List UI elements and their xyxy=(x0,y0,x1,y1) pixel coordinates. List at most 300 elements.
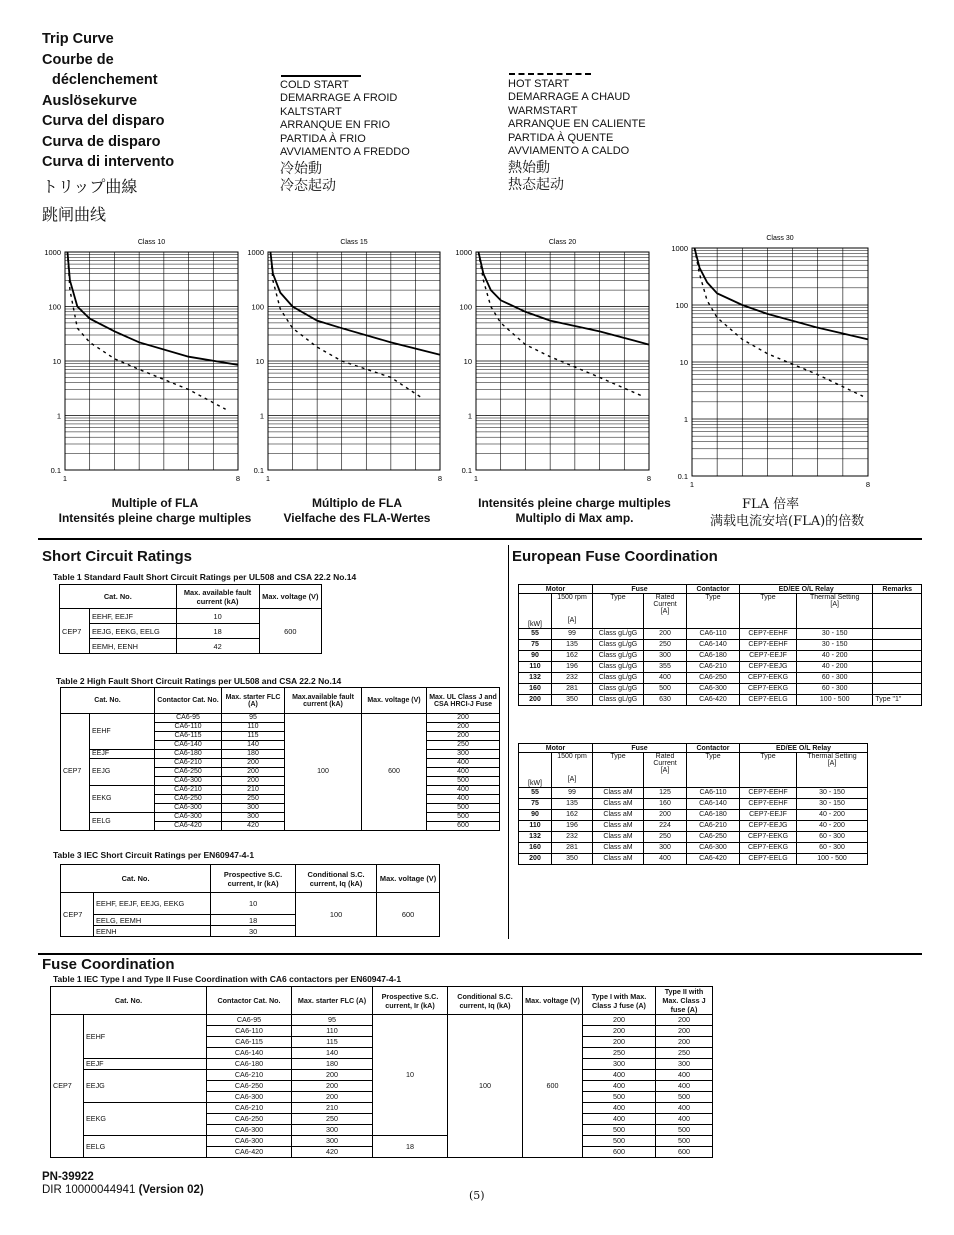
cell: 10 xyxy=(373,1015,448,1136)
cell: 30 - 150 xyxy=(797,788,868,799)
th: Contactor xyxy=(687,585,740,594)
section-divider xyxy=(38,538,922,540)
cell: 125 xyxy=(644,788,687,799)
th: Max. voltage (V) xyxy=(362,688,427,714)
cell: 420 xyxy=(222,822,285,831)
chart-2 xyxy=(247,239,442,483)
cell: 100 xyxy=(448,1015,523,1158)
table-row xyxy=(519,651,922,662)
chart-title: Class 20 xyxy=(548,239,577,246)
cold-start-curve xyxy=(270,252,440,355)
cell: CEP7-EEHF xyxy=(740,640,797,651)
cell: CEP7-EEHF xyxy=(740,788,797,799)
cell: 400 xyxy=(656,1081,713,1092)
title-line: déclenchement xyxy=(52,72,158,88)
cell: 600 xyxy=(427,822,500,831)
legend-line: KALTSTART xyxy=(280,105,342,118)
cell: 90 xyxy=(519,810,552,821)
x-tick-label: 1 xyxy=(62,474,68,483)
sc-table-2 xyxy=(60,687,500,831)
th: Fuse xyxy=(593,744,687,753)
cell: 40 - 200 xyxy=(797,810,868,821)
cell: 140 xyxy=(292,1048,373,1059)
legend-line: PARTIDA À FRIO xyxy=(280,132,366,145)
cell: Rated Current [A] xyxy=(644,753,687,788)
th: Type I with Max. Class J fuse (A) xyxy=(583,987,656,1015)
th: Conditional S.C. current, Iq (kA) xyxy=(296,865,377,893)
title-line: Curva del disparo xyxy=(42,113,165,129)
cell: 500 xyxy=(656,1136,713,1147)
x-tick-label: 1 xyxy=(473,474,479,483)
cell: 132 xyxy=(519,832,552,843)
cell: 500 xyxy=(583,1125,656,1136)
cell: 196 xyxy=(552,821,593,832)
th: Type II with Max. Class J fuse (A) xyxy=(656,987,713,1015)
cell: 60 - 300 xyxy=(797,684,873,695)
cell: 300 xyxy=(644,843,687,854)
legend-line: AVVIAMENTO A CALDO xyxy=(508,145,630,158)
legend-line: AVVIAMENTO A FREDDO xyxy=(280,146,410,159)
table-row xyxy=(61,714,500,723)
cell: Class gL/gG xyxy=(593,662,644,673)
sc-table3-caption: Table 3 IEC Short Circuit Ratings per EN60947-4-1 xyxy=(53,850,255,860)
cell: CA6-420 xyxy=(687,854,740,865)
caption-line: Intensités pleine charge multiples xyxy=(478,496,671,510)
cell: 110 xyxy=(222,723,285,732)
cell: Type xyxy=(593,594,644,629)
y-tick-label: 1000 xyxy=(247,248,264,257)
eu-table-1 xyxy=(518,584,922,706)
cell: 630 xyxy=(644,695,687,706)
cell: 300 xyxy=(644,651,687,662)
cell: Class aM xyxy=(593,810,644,821)
table-row xyxy=(519,799,868,810)
group-cell: EEKG xyxy=(84,1103,207,1136)
cell: Class aM xyxy=(593,832,644,843)
cell: 200 xyxy=(427,732,500,741)
caption-line: FLA 倍率 xyxy=(742,497,800,512)
cell: 99 xyxy=(552,629,593,640)
cell xyxy=(873,673,922,684)
cell: Class gL/gG xyxy=(593,651,644,662)
cell: 40 - 200 xyxy=(797,821,868,832)
cell: CA6-300 xyxy=(207,1092,292,1103)
table-row xyxy=(61,813,500,822)
th: Max. UL Class J and CSA HRCI-J Fuse xyxy=(427,688,500,714)
cell: CEP7-EEJG xyxy=(740,662,797,673)
cell: CEP7-EELG xyxy=(740,695,797,706)
page-number: (5) xyxy=(469,1189,485,1202)
table-row xyxy=(519,695,922,706)
cell: CEP7-EEJF xyxy=(740,810,797,821)
group-cell: EEJF xyxy=(90,750,155,759)
cell: 115 xyxy=(222,732,285,741)
cell: 162 xyxy=(552,810,593,821)
cell: 250 xyxy=(644,832,687,843)
cell: 200 xyxy=(644,629,687,640)
cell: CEP7-EEHF xyxy=(740,799,797,810)
title-line: Curva di intervento xyxy=(42,154,175,170)
hot-start-legend xyxy=(508,78,646,194)
cell: CEP7-EELG xyxy=(740,854,797,865)
cell: 600 xyxy=(656,1147,713,1158)
cell: 300 xyxy=(292,1136,373,1147)
chart-1 xyxy=(44,239,240,483)
cell: 250 xyxy=(583,1048,656,1059)
table-row xyxy=(519,810,868,821)
cell: 210 xyxy=(222,786,285,795)
chart-caption-2 xyxy=(262,496,452,526)
cell: CEP7-EEHF xyxy=(740,629,797,640)
table-row xyxy=(519,684,922,695)
group-cell: EEJG xyxy=(84,1070,207,1103)
cell: CEP7-EEKG xyxy=(740,843,797,854)
cell: 500 xyxy=(427,804,500,813)
cell: CA6-210 xyxy=(687,821,740,832)
cell: CA6-180 xyxy=(207,1059,292,1070)
cell: 250 xyxy=(292,1114,373,1125)
th: Motor xyxy=(519,744,593,753)
cell: 180 xyxy=(292,1059,373,1070)
chart-3 xyxy=(455,239,651,483)
cell: 18 xyxy=(176,624,259,639)
y-tick-label: 0.1 xyxy=(677,472,688,481)
cell: 200 xyxy=(222,759,285,768)
cell: 600 xyxy=(377,893,440,937)
caption-line: Intensités pleine charge multiples xyxy=(58,511,252,525)
cell: 55 xyxy=(519,788,552,799)
th: Cat. No. xyxy=(51,987,207,1015)
y-tick-label: 1 xyxy=(683,415,688,424)
eu-table-2 xyxy=(518,743,868,865)
caption-line: Multiplo di Max amp. xyxy=(515,511,634,525)
table-row xyxy=(519,788,868,799)
x-tick-label: 8 xyxy=(235,474,241,483)
legend-line: DEMARRAGE A FROID xyxy=(280,92,398,105)
cell: 281 xyxy=(552,684,593,695)
group-cell: EEKG xyxy=(90,786,155,813)
th: Contactor Cat. No. xyxy=(155,688,222,714)
cell: Class gL/gG xyxy=(593,684,644,695)
cell: CA6-95 xyxy=(155,714,222,723)
cell: 1500 rpm [A] xyxy=(552,594,593,629)
legend-line: COLD START xyxy=(280,79,349,91)
cell: 10 xyxy=(211,893,296,915)
cell: CA6-210 xyxy=(687,662,740,673)
cell: 18 xyxy=(211,915,296,926)
cell: Type xyxy=(593,753,644,788)
cell: 500 xyxy=(427,777,500,786)
cell: 350 xyxy=(552,695,593,706)
cell: 200 xyxy=(292,1092,373,1103)
cell: 140 xyxy=(222,741,285,750)
group-cell: EEHF xyxy=(90,714,155,750)
cell: 600 xyxy=(583,1147,656,1158)
table-row xyxy=(519,629,922,640)
cat-cell: CEP7 xyxy=(51,1015,84,1158)
cell: 200 xyxy=(292,1081,373,1092)
cell: 250 xyxy=(427,741,500,750)
sc-table-1 xyxy=(59,584,322,654)
cell: CEP7-EEJF xyxy=(740,651,797,662)
th: Cat. No. xyxy=(60,585,177,609)
cell: CA6-95 xyxy=(207,1015,292,1026)
table-row xyxy=(519,843,868,854)
cell: EEJG, EEKG, EELG xyxy=(90,624,177,639)
cell: CA6-210 xyxy=(155,759,222,768)
th: Remarks xyxy=(873,585,922,594)
cell: CA6-210 xyxy=(207,1103,292,1114)
th: Contactor xyxy=(687,744,740,753)
legend-line: ARRANQUE EN FRIO xyxy=(280,119,391,132)
th: ED/EE O/L Relay xyxy=(740,585,873,594)
cell: 232 xyxy=(552,673,593,684)
cell: 200 xyxy=(222,768,285,777)
cell: 60 - 300 xyxy=(797,843,868,854)
cold-start-line-sample xyxy=(281,75,361,77)
volt-cell: 600 xyxy=(259,609,321,654)
cell: 10 xyxy=(176,609,259,624)
y-tick-label: 0.1 xyxy=(50,466,61,475)
cell: 200 xyxy=(519,695,552,706)
cell: 224 xyxy=(644,821,687,832)
cell: 30 - 150 xyxy=(797,640,873,651)
unit-cell: [kW] xyxy=(519,594,552,629)
cell: 60 - 300 xyxy=(797,673,873,684)
cell: CA6-250 xyxy=(155,795,222,804)
cell: 200 xyxy=(222,777,285,786)
legend-cjk: 熱始動 xyxy=(508,160,550,177)
cell: CA6-250 xyxy=(155,768,222,777)
cell: 500 xyxy=(583,1136,656,1147)
cell: 350 xyxy=(552,854,593,865)
version: (Version 02) xyxy=(138,1184,204,1196)
cell: 160 xyxy=(519,684,552,695)
legend-cjk: 冷始動 xyxy=(280,161,322,178)
title-line: Curva de disparo xyxy=(42,133,161,150)
cell: 90 xyxy=(519,651,552,662)
hot-start-curve xyxy=(67,252,225,409)
trip-curve-titles xyxy=(42,29,174,173)
cell: CA6-300 xyxy=(687,843,740,854)
cell: 100 - 500 xyxy=(797,854,868,865)
cell xyxy=(873,629,922,640)
th: Contactor Cat. No. xyxy=(207,987,292,1015)
part-number: PN-39922 xyxy=(42,1171,94,1183)
cell: 400 xyxy=(583,1070,656,1081)
cell: 400 xyxy=(656,1103,713,1114)
cell: 200 xyxy=(292,1070,373,1081)
cell: 100 xyxy=(296,893,377,937)
cell: 300 xyxy=(583,1059,656,1070)
table-row xyxy=(61,759,500,768)
cell: 30 - 150 xyxy=(797,629,873,640)
cell: 42 xyxy=(176,639,259,654)
y-tick-label: 10 xyxy=(52,357,61,366)
chart-caption-3 xyxy=(462,496,687,526)
th: Max. starter FLC (A) xyxy=(292,987,373,1015)
cell: Class gL/gG xyxy=(593,673,644,684)
cell: EEHF, EEJF xyxy=(90,609,177,624)
cell: 500 xyxy=(644,684,687,695)
cell: 135 xyxy=(552,640,593,651)
cell: 400 xyxy=(583,1081,656,1092)
cell: 110 xyxy=(519,662,552,673)
cell: CA6-110 xyxy=(687,788,740,799)
table-row xyxy=(519,662,922,673)
title-cjk-2: 跳闸曲线 xyxy=(42,205,107,224)
chart-title: Class 30 xyxy=(766,235,794,242)
cell: Thermal Setting [A] xyxy=(797,753,868,788)
cat-cell: CEP7 xyxy=(61,714,90,831)
cell: 115 xyxy=(292,1037,373,1048)
cell: 160 xyxy=(644,799,687,810)
cell: EEHF, EEJF, EEJG, EEKG xyxy=(94,893,211,915)
cell: Type xyxy=(687,753,740,788)
cell: CA6-250 xyxy=(207,1114,292,1125)
cell: 400 xyxy=(656,1070,713,1081)
legend-line: HOT START xyxy=(508,78,570,90)
cell: CA6-180 xyxy=(155,750,222,759)
cell: CA6-115 xyxy=(155,732,222,741)
cell: 281 xyxy=(552,843,593,854)
cell: 300 xyxy=(222,813,285,822)
chart-caption-1 xyxy=(50,496,260,526)
th: Max.available fault current (kA) xyxy=(285,688,362,714)
cell: 160 xyxy=(519,843,552,854)
cell: 200 xyxy=(583,1026,656,1037)
sc-table1-caption: Table 1 Standard Fault Short Circuit Ratings per UL508 and CSA 22.2 No.14 xyxy=(53,572,357,582)
cell: Class aM xyxy=(593,854,644,865)
cell: 200 xyxy=(656,1015,713,1026)
y-tick-label: 1 xyxy=(259,411,264,421)
cell: CA6-110 xyxy=(155,723,222,732)
cell: CEP7-EEJG xyxy=(740,821,797,832)
cell: 180 xyxy=(222,750,285,759)
table-row xyxy=(519,832,868,843)
cell: 500 xyxy=(583,1092,656,1103)
cell: 55 xyxy=(519,629,552,640)
cell: 600 xyxy=(362,714,427,831)
legend-line: ARRANQUE EN CALIENTE xyxy=(508,118,646,131)
cell: 75 xyxy=(519,640,552,651)
cell: 200 xyxy=(656,1037,713,1048)
hot-start-line-sample xyxy=(509,73,591,75)
cell: 75 xyxy=(519,799,552,810)
y-tick-label: 100 xyxy=(675,301,688,310)
cell: 400 xyxy=(644,854,687,865)
th: Cat. No. xyxy=(61,865,211,893)
title-line: Trip Curve xyxy=(42,31,114,47)
doc-id xyxy=(42,1184,204,1196)
cell: 600 xyxy=(523,1015,583,1158)
cell: 400 xyxy=(583,1103,656,1114)
cell: 400 xyxy=(427,795,500,804)
cold-start-curve xyxy=(67,252,238,365)
th: Cat. No. xyxy=(61,688,155,714)
cell: 400 xyxy=(427,786,500,795)
fuse-coordination-title: Fuse Coordination xyxy=(42,956,175,973)
cell: 250 xyxy=(222,795,285,804)
cell xyxy=(873,640,922,651)
cell: 100 xyxy=(285,714,362,831)
cell: 135 xyxy=(552,799,593,810)
legend-line: WARMSTART xyxy=(508,104,578,117)
table-row xyxy=(519,821,868,832)
cell: 300 xyxy=(292,1125,373,1136)
cell: 300 xyxy=(222,804,285,813)
th: ED/EE O/L Relay xyxy=(740,744,868,753)
fc-table-caption: Table 1 IEC Type I and Type II Fuse Coordination with CA6 contactors per EN60947-4-1 xyxy=(53,974,402,984)
cell: 196 xyxy=(552,662,593,673)
cell: 30 - 150 xyxy=(797,799,868,810)
table-row xyxy=(61,786,500,795)
th: Max. voltage (V) xyxy=(377,865,440,893)
y-tick-label: 10 xyxy=(463,357,472,366)
table-row xyxy=(519,673,922,684)
cell: CEP7-EEKG xyxy=(740,832,797,843)
cell: 232 xyxy=(552,832,593,843)
th: Max. voltage (V) xyxy=(259,585,321,609)
cell: Class gL/gG xyxy=(593,640,644,651)
section-divider xyxy=(38,953,922,955)
cold-start-curve xyxy=(695,248,868,339)
x-tick-label: 1 xyxy=(689,480,695,489)
cell: CA6-180 xyxy=(687,651,740,662)
group-cell: EELG xyxy=(84,1136,207,1158)
cell: 200 xyxy=(656,1026,713,1037)
cell: Thermal Setting [A] xyxy=(797,594,873,629)
th: Prospective S.C. current, Ir (kA) xyxy=(373,987,448,1015)
chart-title: Class 15 xyxy=(340,239,368,246)
cell: 210 xyxy=(292,1103,373,1114)
cell: Type "1" xyxy=(873,695,922,706)
cell: CA6-140 xyxy=(155,741,222,750)
y-tick-label: 0.1 xyxy=(461,466,472,475)
cell: CA6-420 xyxy=(155,822,222,831)
cell: 500 xyxy=(427,813,500,822)
cell: CA6-300 xyxy=(155,804,222,813)
legend-cjk: 热态起动 xyxy=(508,177,564,194)
chart-caption-4 xyxy=(710,496,864,530)
cell xyxy=(873,594,922,629)
cell: 110 xyxy=(519,821,552,832)
cold-start-curve xyxy=(478,252,649,345)
cell: 200 xyxy=(427,714,500,723)
trip-curve-charts xyxy=(0,230,954,495)
cell: 18 xyxy=(373,1136,448,1158)
cell: 30 xyxy=(211,926,296,937)
cell: CA6-140 xyxy=(687,799,740,810)
cell: CA6-300 xyxy=(155,777,222,786)
cell: Class aM xyxy=(593,788,644,799)
table-row xyxy=(51,1136,713,1147)
cat-cell: CEP7 xyxy=(61,893,94,937)
cell: CA6-115 xyxy=(207,1037,292,1048)
cell: CA6-180 xyxy=(687,810,740,821)
cell: CA6-110 xyxy=(207,1026,292,1037)
dir-number: DIR 10000044941 xyxy=(42,1184,136,1196)
title-cjk-1: トリップ曲線 xyxy=(42,177,138,196)
table-row xyxy=(61,750,500,759)
cell: 60 - 300 xyxy=(797,832,868,843)
x-tick-label: 8 xyxy=(437,474,443,483)
group-cell: EEHF xyxy=(84,1015,207,1059)
cell: 300 xyxy=(427,750,500,759)
chart-title: Class 10 xyxy=(137,239,166,246)
caption-line: Múltiplo de FLA xyxy=(312,496,402,510)
sc-table2-caption: Table 2 High Fault Short Circuit Ratings per UL508 and CSA 22.2 No.14 xyxy=(56,676,342,686)
